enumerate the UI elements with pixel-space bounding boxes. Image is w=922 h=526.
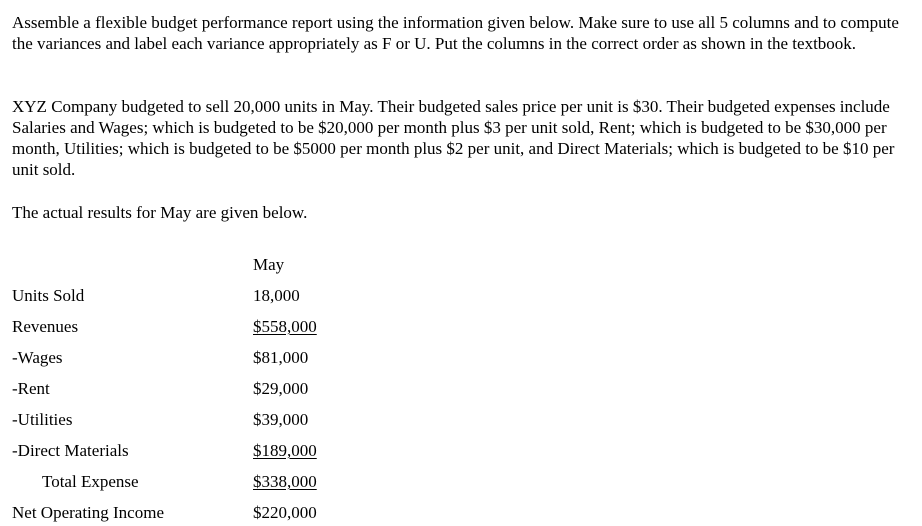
row-value-units-sold: 18,000 <box>253 286 300 305</box>
row-label-total-expense: Total Expense <box>42 472 139 491</box>
row-value-direct-materials: $189,000 <box>253 441 317 460</box>
row-label-net-operating-income: Net Operating Income <box>12 503 164 522</box>
scenario-paragraph: XYZ Company budgeted to sell 20,000 units in May. Their budgeted sales price per unit is $30. Their budgeted expenses include Salaries and Wages; which is budgeted to be $20,000 per month plus $3 per unit sold, Rent; which is budgeted to be $30,000 per month, Utilities; which is budgeted to be $5000 per month plus $2 per unit, and Direct Materials; which is budgeted to be $10 per unit sold. <box>12 97 895 179</box>
row-label-units-sold: Units Sold <box>12 286 85 305</box>
row-label-wages: -Wages <box>12 348 63 367</box>
row-label-revenues: Revenues <box>12 317 79 336</box>
row-label-rent: -Rent <box>12 379 50 398</box>
row-label-utilities: -Utilities <box>12 410 73 429</box>
row-label-direct-materials: -Direct Materials <box>12 441 129 460</box>
instructions-paragraph: Assemble a flexible budget performance report using the information given below. Make sure to use all 5 columns and to compute the variances and label each variance appropriately as F or U. Put the columns in the correct order as shown in the textbook. <box>12 13 899 53</box>
row-value-rent: $29,000 <box>253 379 309 398</box>
row-value-utilities: $39,000 <box>253 410 309 429</box>
row-value-total-expense: $338,000 <box>253 472 317 491</box>
row-value-net-operating-income: $220,000 <box>253 503 317 522</box>
row-value-wages: $81,000 <box>253 348 309 367</box>
row-value-revenues: $558,000 <box>253 317 317 336</box>
actual-results-intro: The actual results for May are given below. <box>12 203 308 222</box>
column-header-may: May <box>253 255 285 274</box>
